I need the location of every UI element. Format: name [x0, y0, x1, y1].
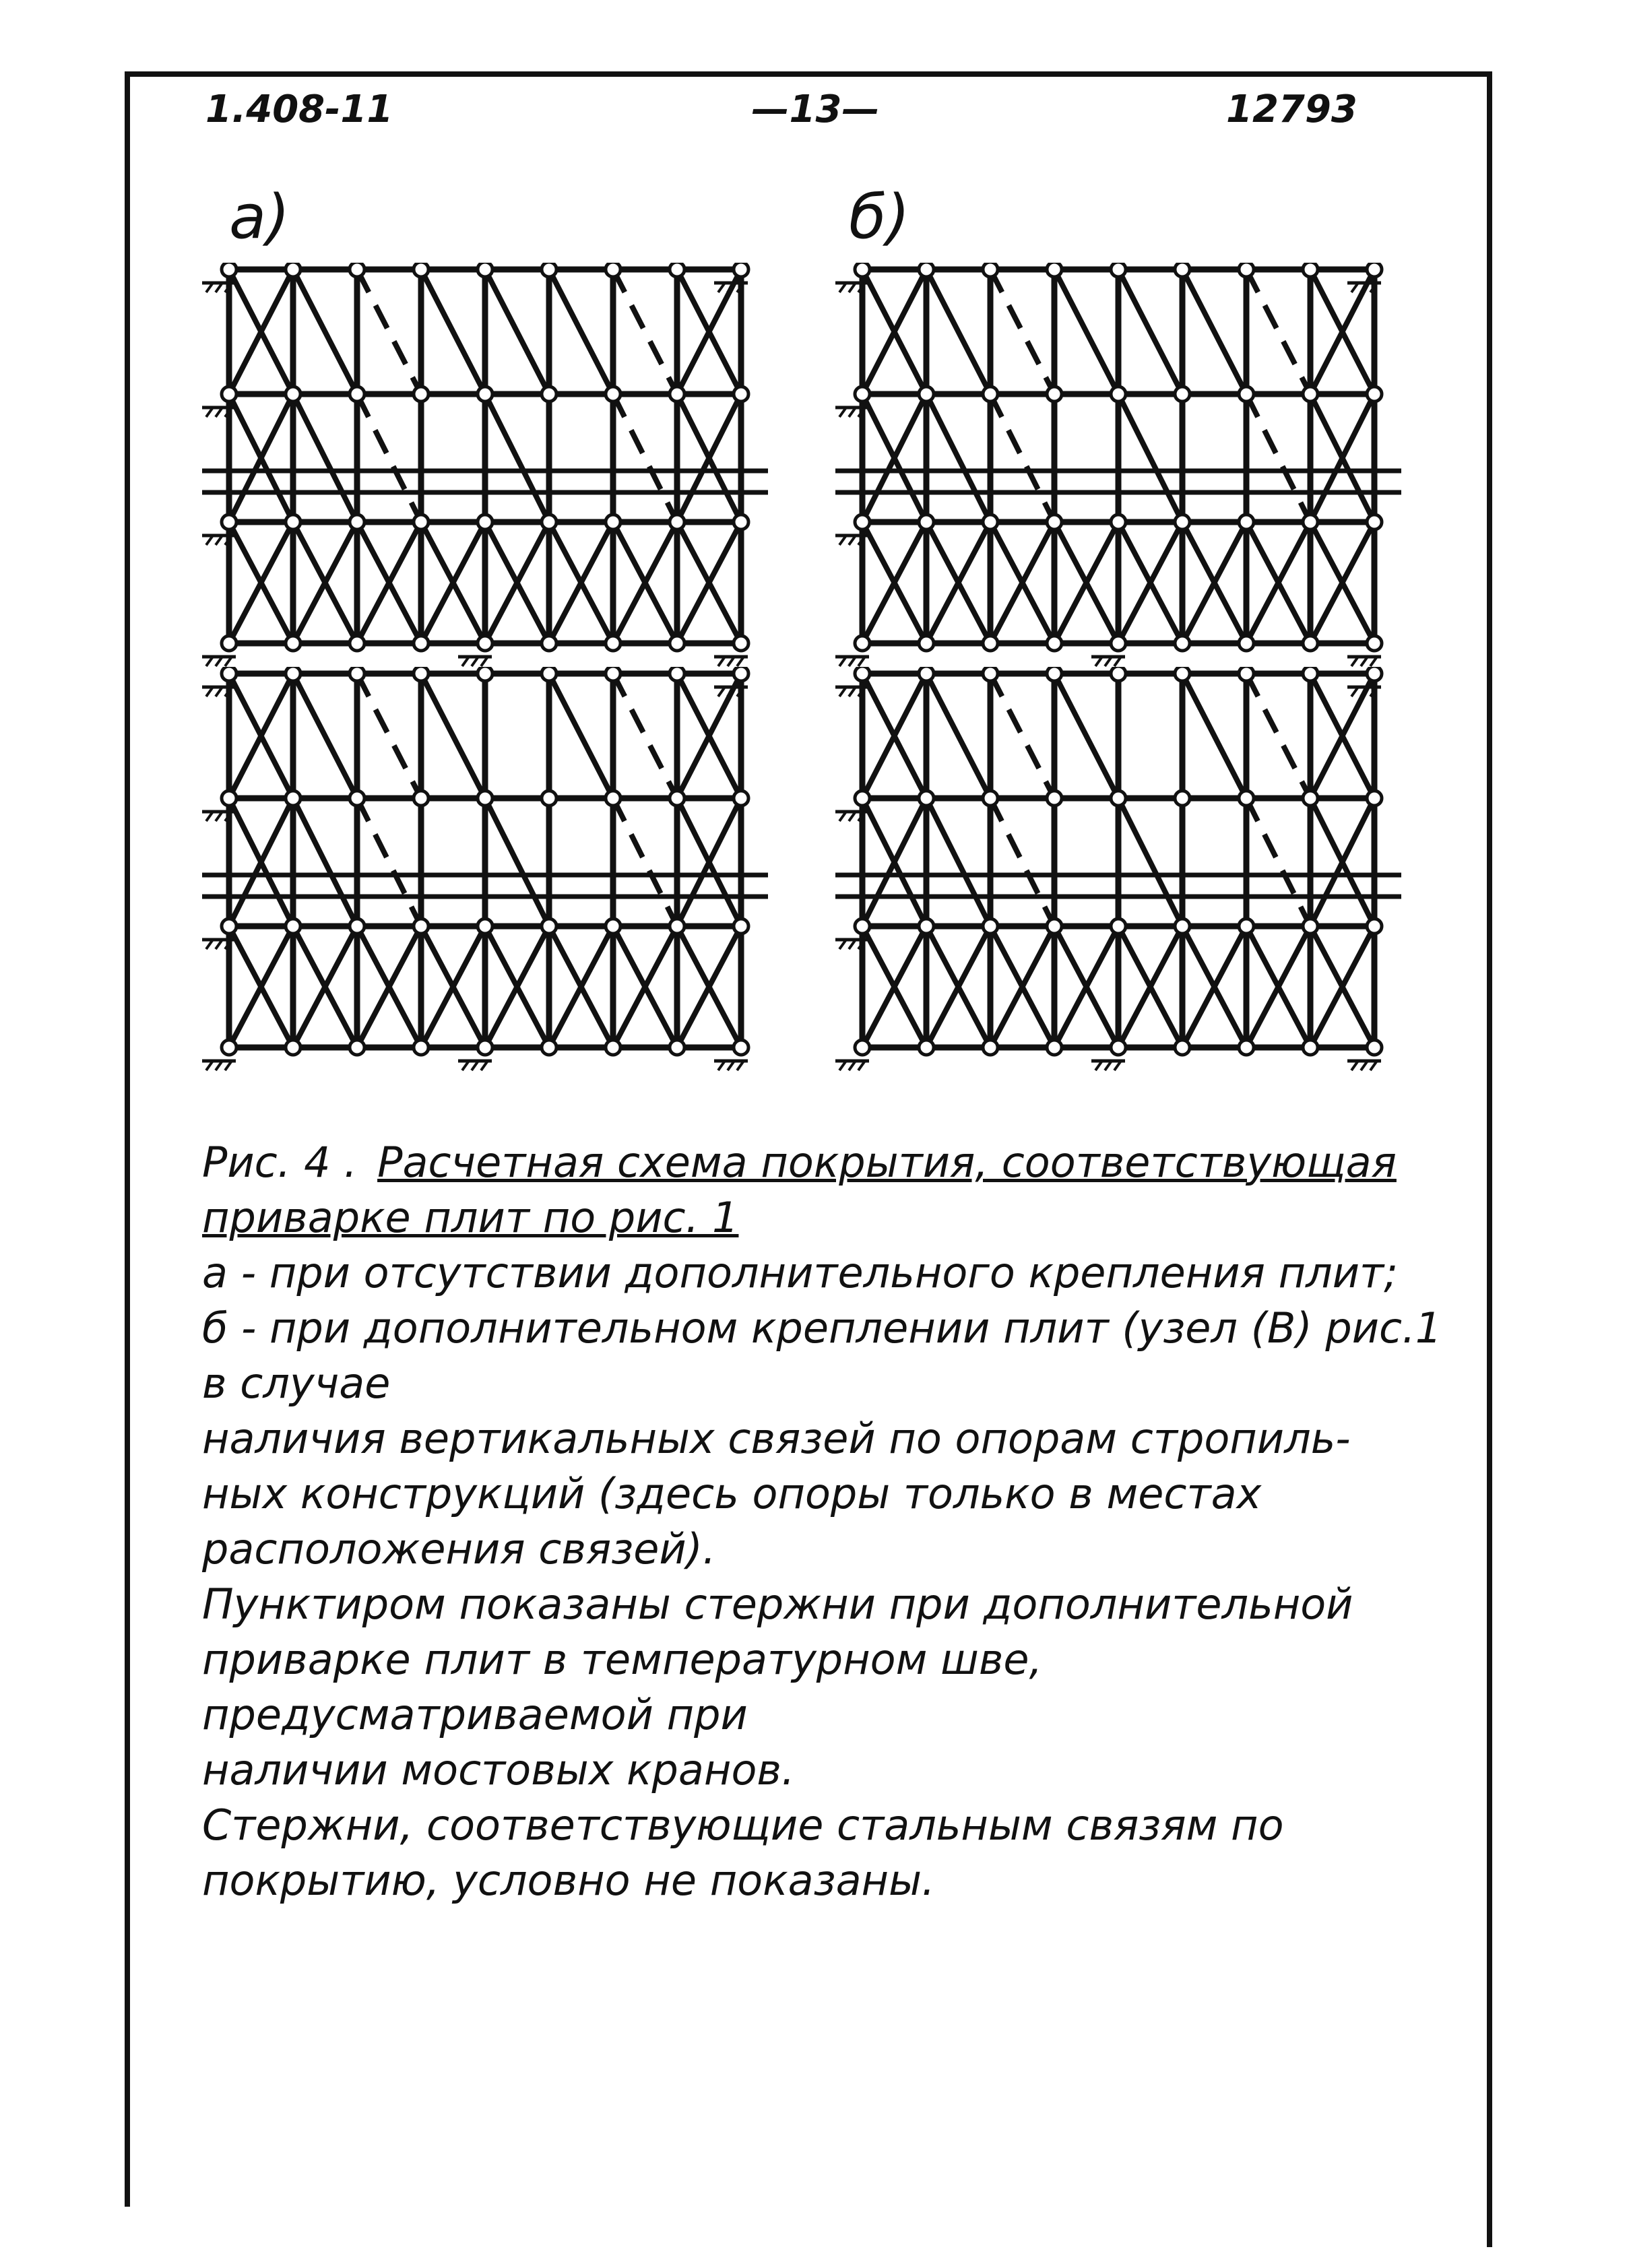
caption-rods-line2: покрытию, условно не показаны. [202, 1856, 935, 1905]
page-number: —13— [751, 88, 880, 131]
joint-node [414, 263, 428, 277]
joint-node [478, 1040, 492, 1055]
joint-node [734, 919, 748, 934]
joint-node [606, 791, 620, 806]
joint-node [1047, 667, 1062, 681]
panel-b-label: б) [849, 182, 910, 253]
brace-diagonal [1246, 798, 1310, 926]
joint-node [606, 387, 620, 401]
brace-diagonal [421, 674, 485, 798]
joint-node [734, 636, 748, 651]
page-frame-top [125, 71, 1492, 77]
joint-node [1047, 515, 1062, 529]
joint-node [1303, 263, 1318, 277]
brace-diagonal [1118, 394, 1182, 522]
joint-node [1239, 919, 1254, 934]
joint-node [1175, 387, 1190, 401]
brace-diagonal [926, 269, 990, 394]
brace-diagonal [990, 798, 1054, 926]
support-symbol [714, 657, 748, 666]
joint-node [734, 387, 748, 401]
joint-node [478, 791, 492, 806]
joint-node [1303, 667, 1318, 681]
caption-b-line3: ных конструкций (здесь опоры только в местах [202, 1469, 1262, 1518]
caption-title: Расчетная схема покрытия, соответствующая [377, 1138, 1397, 1187]
joint-node [1303, 387, 1318, 401]
caption-dash-line3: наличии мостовых кранов. [202, 1745, 795, 1794]
joint-node [734, 515, 748, 529]
brace-diagonal [990, 674, 1054, 798]
joint-node [478, 636, 492, 651]
joint-node [1111, 387, 1126, 401]
joint-node [983, 515, 998, 529]
joint-node [1175, 791, 1190, 806]
joint-node [670, 636, 684, 651]
joint-node [350, 667, 364, 681]
support-symbol [1091, 657, 1125, 666]
joint-node [478, 667, 492, 681]
panel-a-label: а) [229, 182, 290, 253]
joint-node [414, 515, 428, 529]
caption-title-line2: приварке плит по рис. 1 [202, 1193, 739, 1242]
joint-node [919, 919, 934, 934]
joint-node [670, 263, 684, 277]
brace-diagonal [613, 798, 677, 926]
joint-node [222, 636, 236, 651]
joint-node [1111, 667, 1126, 681]
joint-node [983, 791, 998, 806]
joint-node [350, 791, 364, 806]
joint-node [542, 919, 556, 934]
page-frame-left [125, 71, 130, 2207]
joint-node [1239, 387, 1254, 401]
joint-node [222, 791, 236, 806]
joint-node [606, 263, 620, 277]
brace-diagonal [293, 674, 357, 798]
support-symbol [835, 1061, 869, 1070]
joint-node [1303, 919, 1318, 934]
joint-node [222, 919, 236, 934]
caption-b-line4: расположения связей). [202, 1524, 716, 1574]
joint-node [1239, 263, 1254, 277]
joint-node [542, 791, 556, 806]
scheme-b-top [835, 263, 1401, 667]
joint-node [1239, 667, 1254, 681]
brace-diagonal [1054, 269, 1118, 394]
joint-node [286, 791, 300, 806]
brace-diagonal [926, 798, 990, 926]
brace-diagonal [485, 269, 549, 394]
joint-node [414, 636, 428, 651]
joint-node [919, 636, 934, 651]
joint-node [983, 667, 998, 681]
joint-node [855, 387, 870, 401]
joint-node [1175, 636, 1190, 651]
joint-node [1111, 515, 1126, 529]
support-symbol [458, 1061, 492, 1070]
brace-diagonal [293, 798, 357, 926]
brace-diagonal [1246, 674, 1310, 798]
brace-diagonal [926, 674, 990, 798]
joint-node [222, 263, 236, 277]
joint-node [1303, 1040, 1318, 1055]
joint-node [1367, 1040, 1382, 1055]
joint-node [919, 791, 934, 806]
brace-diagonal [990, 269, 1054, 394]
caption-title-line1 [202, 1135, 1469, 1190]
joint-node [1303, 791, 1318, 806]
joint-node [1367, 263, 1382, 277]
joint-node [1047, 791, 1062, 806]
joint-node [542, 636, 556, 651]
joint-node [286, 919, 300, 934]
support-symbol [1347, 1061, 1381, 1070]
joint-node [734, 791, 748, 806]
joint-node [286, 636, 300, 651]
joint-node [1047, 1040, 1062, 1055]
joint-node [1111, 919, 1126, 934]
joint-node [1367, 387, 1382, 401]
joint-node [670, 667, 684, 681]
joint-node [414, 387, 428, 401]
joint-node [983, 1040, 998, 1055]
joint-node [670, 515, 684, 529]
joint-node [542, 263, 556, 277]
joint-node [222, 387, 236, 401]
figure-number: Рис. 4 . [202, 1138, 358, 1187]
brace-diagonal [549, 269, 613, 394]
joint-node [855, 263, 870, 277]
joint-node [1239, 636, 1254, 651]
joint-node [1047, 263, 1062, 277]
brace-diagonal [926, 394, 990, 522]
joint-node [983, 263, 998, 277]
joint-node [478, 387, 492, 401]
brace-diagonal [357, 394, 421, 522]
joint-node [1111, 1040, 1126, 1055]
caption-a-line: а - при отсутствии дополнительного крепления плит; [202, 1248, 1399, 1297]
brace-diagonal [357, 674, 421, 798]
joint-node [855, 791, 870, 806]
scheme-b-bottom [835, 667, 1401, 1071]
joint-node [350, 263, 364, 277]
support-symbol [1347, 657, 1381, 666]
brace-diagonal [613, 269, 677, 394]
support-symbol [714, 1061, 748, 1070]
joint-node [478, 515, 492, 529]
joint-node [350, 919, 364, 934]
joint-node [1175, 515, 1190, 529]
joint-node [1239, 515, 1254, 529]
support-symbol [202, 1061, 236, 1070]
brace-diagonal [1246, 269, 1310, 394]
joint-node [1175, 1040, 1190, 1055]
joint-node [1175, 667, 1190, 681]
joint-node [542, 387, 556, 401]
sheet-number: 12793 [1226, 88, 1357, 131]
caption-b-line1: б - при дополнительном креплении плит (узел (В) рис.1 в случае [202, 1303, 1442, 1408]
joint-node [1367, 919, 1382, 934]
joint-node [286, 387, 300, 401]
joint-node [1367, 515, 1382, 529]
joint-node [670, 1040, 684, 1055]
brace-diagonal [549, 674, 613, 798]
scheme-a-bottom [202, 667, 768, 1071]
joint-node [670, 387, 684, 401]
joint-node [1303, 636, 1318, 651]
brace-diagonal [485, 394, 549, 522]
support-symbol [202, 657, 236, 666]
joint-node [1367, 636, 1382, 651]
joint-node [286, 667, 300, 681]
joint-node [855, 636, 870, 651]
doc-code: 1.408-11 [205, 88, 393, 131]
support-symbol [835, 657, 869, 666]
joint-node [606, 636, 620, 651]
joint-node [1111, 636, 1126, 651]
joint-node [222, 667, 236, 681]
joint-node [478, 263, 492, 277]
joint-node [734, 667, 748, 681]
joint-node [855, 1040, 870, 1055]
joint-node [606, 515, 620, 529]
joint-node [542, 1040, 556, 1055]
joint-node [478, 919, 492, 934]
joint-node [350, 636, 364, 651]
joint-node [919, 1040, 934, 1055]
joint-node [734, 263, 748, 277]
support-symbol [458, 657, 492, 666]
joint-node [286, 515, 300, 529]
brace-diagonal [293, 269, 357, 394]
joint-node [606, 667, 620, 681]
joint-node [222, 515, 236, 529]
brace-diagonal [1118, 269, 1182, 394]
joint-node [670, 791, 684, 806]
support-symbol [1091, 1061, 1125, 1070]
joint-node [286, 263, 300, 277]
joint-node [1239, 1040, 1254, 1055]
joint-node [414, 919, 428, 934]
joint-node [222, 1040, 236, 1055]
joint-node [414, 667, 428, 681]
brace-diagonal [613, 394, 677, 522]
brace-diagonal [1246, 394, 1310, 522]
joint-node [983, 919, 998, 934]
joint-node [286, 1040, 300, 1055]
joint-node [1239, 791, 1254, 806]
joint-node [855, 667, 870, 681]
joint-node [542, 515, 556, 529]
joint-node [1175, 263, 1190, 277]
page-frame-right [1487, 71, 1492, 2247]
joint-node [983, 387, 998, 401]
joint-node [350, 515, 364, 529]
joint-node [1047, 919, 1062, 934]
joint-node [1047, 636, 1062, 651]
scheme-a-top [202, 263, 768, 667]
joint-node [606, 1040, 620, 1055]
joint-node [1111, 791, 1126, 806]
brace-diagonal [421, 269, 485, 394]
figure-caption [202, 1135, 1469, 1908]
joint-node [670, 919, 684, 934]
joint-node [919, 515, 934, 529]
joint-node [919, 667, 934, 681]
joint-node [983, 636, 998, 651]
brace-diagonal [613, 674, 677, 798]
joint-node [1111, 263, 1126, 277]
joint-node [919, 387, 934, 401]
brace-diagonal [1182, 269, 1246, 394]
brace-diagonal [1054, 674, 1118, 798]
joint-node [414, 1040, 428, 1055]
joint-node [855, 919, 870, 934]
caption-b-line2: наличия вертикальных связей по опорам стропиль- [202, 1414, 1351, 1463]
brace-diagonal [485, 798, 549, 926]
brace-diagonal [990, 394, 1054, 522]
caption-dash-line1: Пунктиром показаны стержни при дополнительной [202, 1580, 1353, 1629]
brace-diagonal [1118, 798, 1182, 926]
joint-node [542, 667, 556, 681]
joint-node [734, 1040, 748, 1055]
joint-node [855, 515, 870, 529]
joint-node [919, 263, 934, 277]
brace-diagonal [357, 798, 421, 926]
joint-node [414, 791, 428, 806]
joint-node [350, 387, 364, 401]
brace-diagonal [293, 394, 357, 522]
joint-node [1175, 919, 1190, 934]
caption-rods-line1: Стержни, соответствующие стальным связям по [202, 1801, 1284, 1850]
joint-node [350, 1040, 364, 1055]
joint-node [1047, 387, 1062, 401]
brace-diagonal [1182, 674, 1246, 798]
caption-dash-line2: приварке плит в температурном шве, предусматриваемой при [202, 1635, 1043, 1739]
joint-node [606, 919, 620, 934]
joint-node [1303, 515, 1318, 529]
joint-node [1367, 791, 1382, 806]
joint-node [1367, 667, 1382, 681]
brace-diagonal [357, 269, 421, 394]
